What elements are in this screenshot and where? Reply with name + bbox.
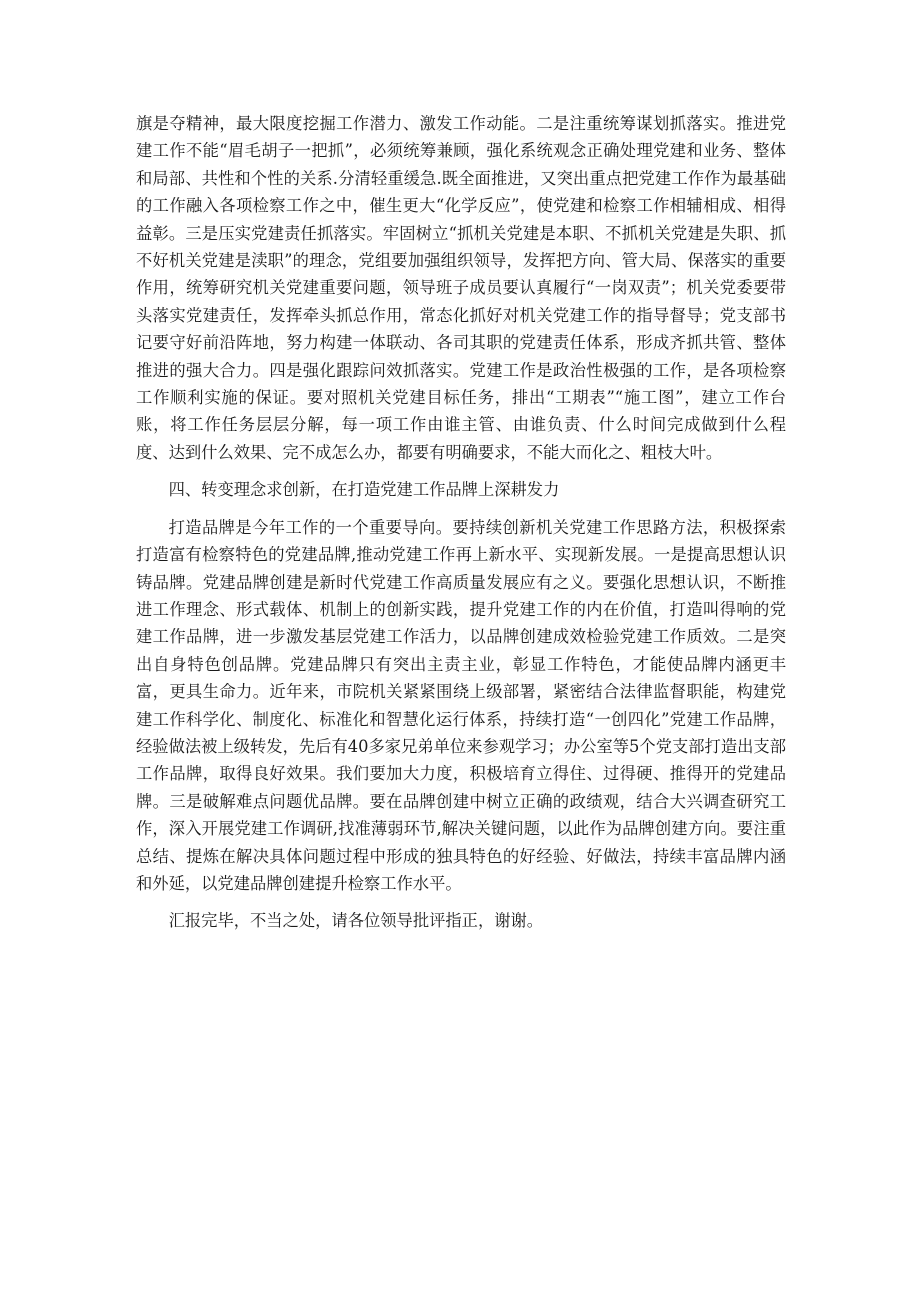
body-paragraph-2: 打造品牌是今年工作的一个重要导向。要持续创新机关党建工作思路方法，积极探索打造富有检察特色的党建品牌,推动党建工作再上新水平、实现新发展。一是提高思想认识铸品牌。党建品牌创建是新时代党建工作高质量发展应有之义。要强化思想认识，不断推进工作理念、形式载体、机制上的创新实践，提升党建工作的内在价值，打造叫得响的党建工作品牌，进一步激发基层党建工作活力，以品牌创建成效检验党建工作质效。二是突出自身特色创品牌。党建品牌只有突出主责主业，彰显工作特色，才能使品牌内涵更丰富，更具生命力。近年来，市院机关紧紧围绕上级部署，紧密结合法律监督职能，构建党建工作科学化、制度化、标准化和智慧化运行体系，持续打造“一创四化”党建工作品牌，经验做法被上级转发，先后有40多家兄弟单位来参观学习；办公室等5个党支部打造出支部工作品牌，取得良好效果。我们要加大力度，积极培育立得住、过得硬、推得开的党建品牌。三是破解难点问题优品牌。要在品牌创建中树立正确的政绩观，结合大兴调查研究工作，深入开展党建工作调研,找准薄弱环节,解决关键问题，以此作为品牌创建方向。要注重总结、提炼在解决具体问题过程中形成的独具特色的好经验、好做法，持续丰富品牌内涵和外延，以党建品牌创建提升检察工作水平。 [136, 517, 786, 893]
section-heading-4: 四、转变理念求创新，在打造党建工作品牌上深耕发力 [168, 480, 560, 500]
document-page [136, 110, 786, 935]
body-paragraph-1: 旗是夺精神，最大限度挖掘工作潜力、激发工作动能。二是注重统筹谋划抓落实。推进党建工作不能“眉毛胡子一把抓”，必须统筹兼顾，强化系统观念正确处理党建和业务、整体和局部、共性和个性的关系.分清轻重缓急.既全面推进，又突出重点把党建工作作为最基础的工作融入各项检察工作之中，催生更大“化学反应”，使党建和检察工作相辅相成、相得益彰。三是压实党建责任抓落实。牢固树立“抓机关党建是本职、不抓机关党建是失职、抓不好机关党建是渎职”的理念，党组要加强组织领导，发挥把方向、管大局、保落实的重要作用，统筹研究机关党建重要问题，领导班子成员要认真履行“一岗双责”；机关党委要带头落实党建责任，发挥牵头抓总作用，常态化抓好对机关党建工作的指导督导；党支部书记要守好前沿阵地，努力构建一体联动、各司其职的党建责任体系，形成齐抓共管、整体推进的强大合力。四是强化跟踪问效抓落实。党建工作是政治性极强的工作，是各项检察工作顺利实施的保证。要对照机关党建目标任务，排出“工期表”“施工图”，建立工作台账，将工作任务层层分解，每一项工作由谁主管、由谁负责、什么时间完成做到什么程度、达到什么效果、完不成怎么办，都要有明确要求，不能大而化之、粗枝大叶。 [136, 114, 786, 462]
closing-paragraph: 汇报完毕，不当之处，请各位领导批评指正，谢谢。 [168, 911, 544, 931]
